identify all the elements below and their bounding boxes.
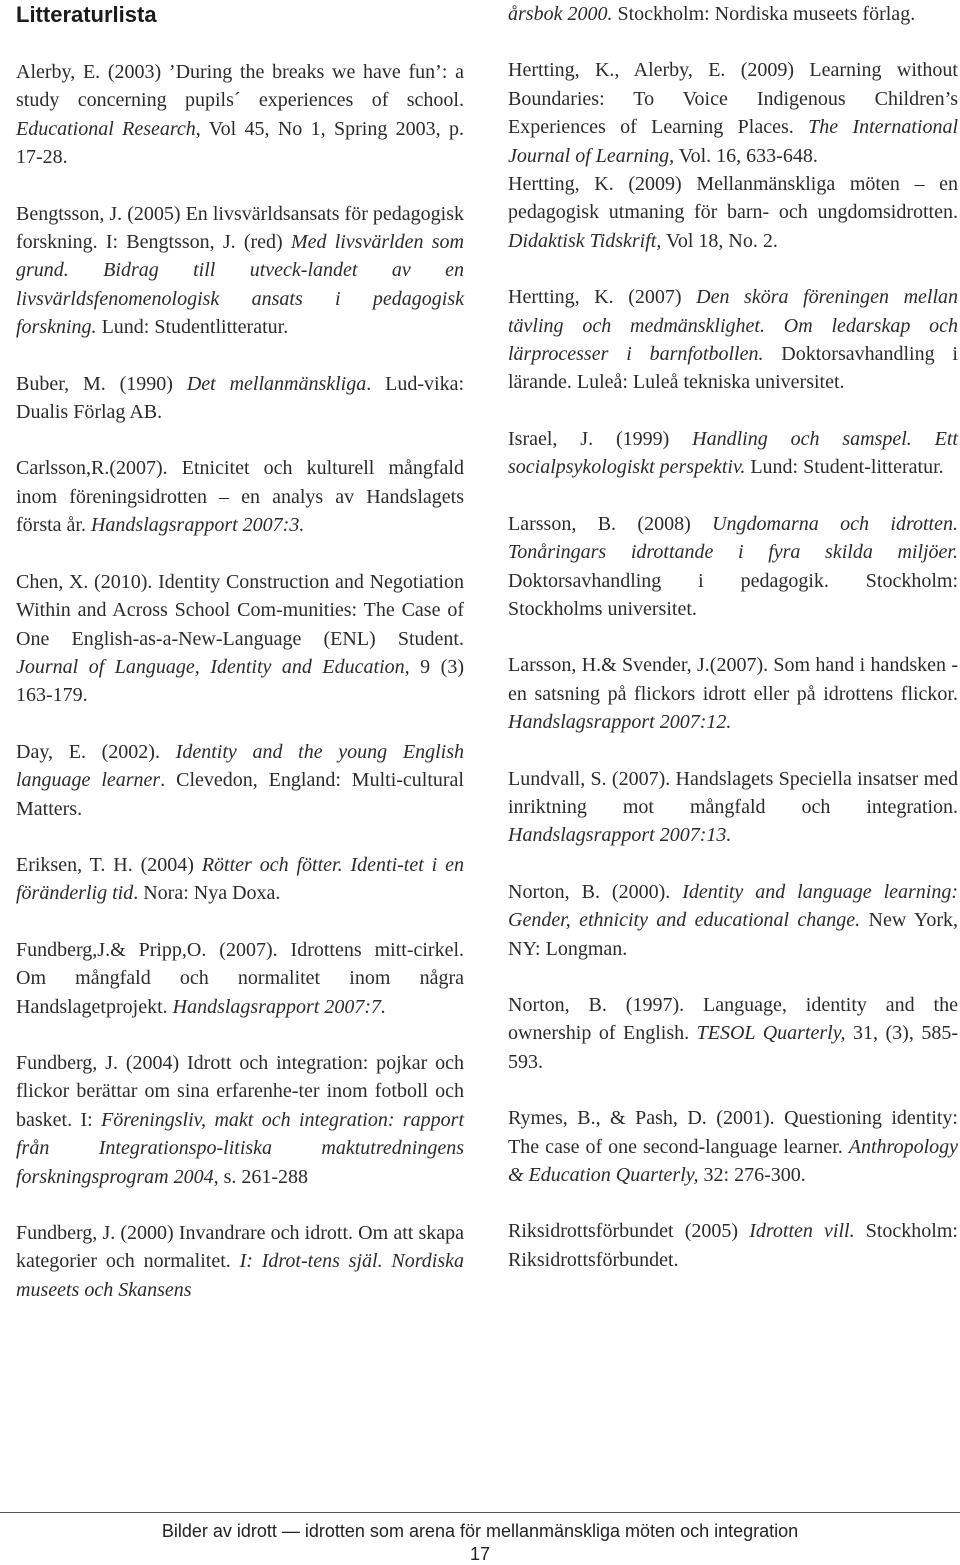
reference-italic-text: Ungdomarna och idrotten. Tonåringars idrottande i fyra skilda miljöer. bbox=[508, 512, 958, 564]
reference-italic-text: Handslagsrapport 2007:12. bbox=[508, 711, 732, 734]
reference-text: . Lud-vika: Dualis Förlag AB. bbox=[16, 372, 464, 424]
page-title: Litteraturlista bbox=[16, 2, 157, 27]
reference-text: , Vol 45, No 1, Spring 2003, p. 17-28. bbox=[16, 117, 465, 169]
reference-entry bbox=[508, 765, 958, 850]
reference-text: 31, (3), 585-593. bbox=[508, 1022, 959, 1073]
reference-text: Fundberg, J. (2000) Invandrare och idrott. Om att skapa kategorier och normalitet. bbox=[16, 1222, 464, 1273]
reference-italic-text: Handslagsrapport 2007:7. bbox=[172, 995, 386, 1018]
reference-entry bbox=[508, 510, 958, 624]
reference-italic-text: Handslagsrapport 2007:13. bbox=[508, 824, 732, 847]
reference-text: Eriksen, T. H. (2004) bbox=[16, 853, 202, 876]
reference-text: Fundberg,J.& Pripp,O. (2007). Idrottens mitt-cirkel. Om mångfald och normalitet inom några Handslagetprojekt. bbox=[16, 938, 464, 1018]
left-column bbox=[16, 0, 464, 1332]
reference-text: Doktorsavhandling i pedagogik. Stockholm: Stockholms universitet. bbox=[508, 569, 958, 620]
reference-text: Alerby, E. (2003) ’During the breaks we have fun’: a study concerning pupils´ experiences of school. bbox=[16, 61, 464, 112]
reference-italic-text: Den sköra föreningen mellan tävling och medmänsklighet. Om ledarskap och lärprocesser i barnfotbollen. bbox=[508, 286, 958, 366]
reference-entry bbox=[508, 1104, 958, 1189]
reference-italic-text: årsbok 2000. bbox=[508, 3, 613, 25]
reference-text: Riksidrottsförbundet (2005) bbox=[508, 1220, 750, 1243]
reference-text: 32: 276-300. bbox=[698, 1164, 806, 1186]
reference-text: Stockholm: Riksidrottsförbundet. bbox=[508, 1220, 958, 1271]
reference-entry bbox=[16, 200, 464, 342]
reference-text: Chen, X. (2010). Identity Construction and Negotiation Within and Across School Com-munities: The Case of One English-as-a-New-Language (ENL) Student. bbox=[16, 570, 464, 650]
reference-entry bbox=[16, 1219, 464, 1304]
footer-divider bbox=[0, 1512, 960, 1513]
reference-text: Vol. 16, 633-648. bbox=[674, 144, 818, 167]
reference-text: Day, E. (2002). bbox=[16, 740, 176, 763]
reference-text: . Clevedon, England: Multi-cultural Matters. bbox=[16, 769, 464, 820]
reference-text: Hertting, K. (2007) bbox=[508, 286, 697, 309]
reference-italic-text: Identity and language learning: Gender, ethnicity and educational change. bbox=[508, 880, 958, 932]
reference-text: Lund: Student-litteratur. bbox=[745, 456, 944, 479]
reference-text: Doktorsavhandling i lärande. Luleå: Luleå tekniska universitet. bbox=[508, 343, 958, 394]
reference-italic-text: Didaktisk Tidskrift bbox=[508, 229, 657, 252]
reference-entry bbox=[508, 1217, 958, 1274]
reference-italic-text: The International Journal of Learning, bbox=[508, 116, 958, 167]
reference-italic-text: Identity and the young English language learner bbox=[16, 740, 464, 792]
reference-entry bbox=[508, 283, 958, 397]
reference-entry bbox=[16, 851, 464, 908]
reference-italic-text: Rötter och fötter. Identi-tet i en föränderlig tid bbox=[16, 853, 464, 905]
reference-entry bbox=[508, 425, 958, 482]
reference-italic-text: Journal of Language, Identity and Education, bbox=[16, 655, 410, 678]
reference-italic-text: Handslagsrapport 2007:3. bbox=[90, 514, 305, 537]
reference-text: 9 (3) 163-179. bbox=[16, 655, 464, 707]
reference-text: New York, NY: Longman. bbox=[508, 909, 958, 960]
reference-text: Norton, B. (1997). Language, identity and the ownership of English. bbox=[508, 993, 958, 1045]
page-number: 17 bbox=[469, 1544, 491, 1564]
reference-text: Buber, M. (1990) bbox=[16, 372, 187, 395]
reference-entry bbox=[16, 738, 464, 823]
reference-text: Rymes, B., & Pash, D. (2001). Questioning identity: The case of one second-language learner. bbox=[508, 1107, 958, 1158]
reference-text: Lund: Studentlitteratur. bbox=[96, 316, 289, 339]
reference-italic-text: I: Idrot-tens själ. Nordiska museets och Skansens bbox=[16, 1250, 464, 1301]
footer-text: Bilder av idrott — idrotten som arena för mellanmänskliga möten och integration bbox=[161, 1521, 799, 1541]
reference-text: Hertting, K. (2009) Mellanmänskliga möten – en pedagogisk utmaning för barn- och ungdomsidrotten. bbox=[508, 173, 958, 224]
reference-text: , Vol 18, No. 2. bbox=[656, 229, 778, 252]
reference-entry bbox=[508, 56, 958, 170]
reference-italic-text: Det mellanmänskliga bbox=[186, 372, 367, 395]
reference-text: Israel, J. (1999) bbox=[508, 427, 693, 450]
reference-entry bbox=[16, 58, 464, 172]
reference-entry bbox=[508, 878, 958, 963]
reference-italic-text: Educational Research bbox=[16, 117, 196, 140]
reference-entry bbox=[16, 568, 464, 710]
reference-italic-text: TESOL Quarterly, bbox=[696, 1022, 846, 1045]
reference-text: Fundberg, J. (2004) Idrott och integration: pojkar och flickor berättar om sina erfarenhe-ter inom fotboll och basket. I: bbox=[16, 1051, 464, 1131]
reference-text: Carlsson,R.(2007). Etnicitet och kulturell mångfald inom föreningsidrotten – en analys av Handslagets första år. bbox=[16, 457, 464, 537]
right-reference-list bbox=[508, 0, 958, 1274]
reference-entry bbox=[508, 0, 958, 28]
reference-text: Bengtsson, J. (2005) En livsvärldsansats för pedagogisk forskning. I: Bengtsson, J. (red) bbox=[16, 202, 464, 254]
reference-text: Hertting, K., Alerby, E. (2009) Learning without Boundaries: To Voice Indigenous Children’s Experiences of Learning Places. bbox=[508, 59, 958, 139]
reference-text: , s. 261-288 bbox=[213, 1165, 309, 1188]
reference-text: Norton, B. (2000). bbox=[508, 880, 683, 903]
reference-entry bbox=[16, 370, 464, 427]
reference-text: Larsson, H.& Svender, J.(2007). Som hand i handsken - en satsning på flickors idrott eller på idrottens flickor. bbox=[508, 654, 958, 705]
reference-text: Lundvall, S. (2007). Handslagets Speciella insatser med inriktning mot mångfald och integration. bbox=[508, 767, 958, 818]
left-reference-list bbox=[16, 58, 464, 1304]
right-column bbox=[508, 0, 958, 1302]
reference-text: Stockholm: Nordiska museets förlag. bbox=[612, 3, 916, 25]
reference-entry bbox=[16, 936, 464, 1021]
reference-italic-text: Föreningsliv, makt och integration: rapport från Integrationspo-litiska maktutredningens forskningsprogram 2004 bbox=[16, 1108, 465, 1188]
reference-italic-text: Anthropology & Education Quarterly, bbox=[508, 1135, 958, 1186]
reference-entry bbox=[508, 170, 958, 255]
reference-italic-text: Idrotten vill. bbox=[749, 1220, 855, 1243]
reference-entry bbox=[508, 991, 958, 1076]
reference-italic-text: Med livsvärlden som grund. Bidrag till utveck-landet av en livsvärldsfenomenologisk ansats i pedagogisk forskning. bbox=[16, 231, 464, 339]
reference-entry bbox=[16, 454, 464, 539]
reference-entry bbox=[508, 651, 958, 736]
reference-entry bbox=[16, 1049, 464, 1191]
reference-text: . Nora: Nya Doxa. bbox=[133, 882, 281, 905]
reference-italic-text: Handling och samspel. Ett socialpsykologiskt perspektiv. bbox=[508, 427, 958, 479]
reference-text: Larsson, B. (2008) bbox=[508, 512, 713, 535]
